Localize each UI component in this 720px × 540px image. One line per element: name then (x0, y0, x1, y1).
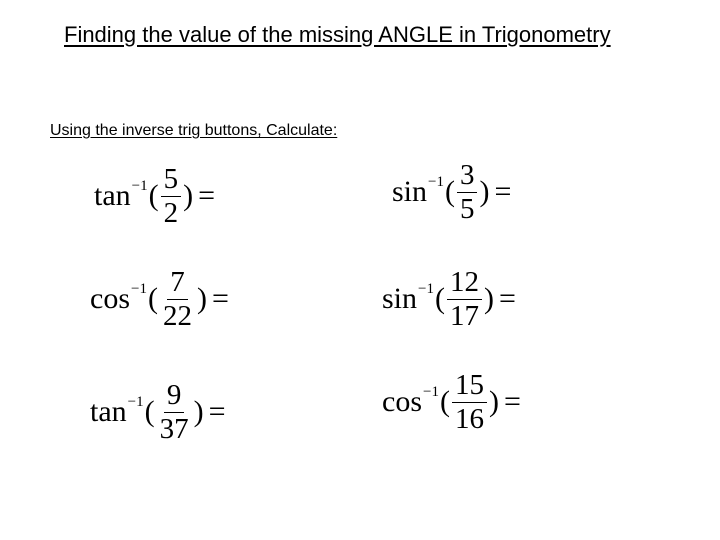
function-name: $\cos^{-1}$ (90, 281, 147, 315)
function-name: $\tan^{-1}$ (90, 394, 144, 428)
fraction (452, 370, 487, 434)
denominator: 2 (163, 196, 179, 229)
close-paren: ) (488, 385, 499, 418)
open-paren: ( (147, 282, 158, 315)
denominator: 37 (159, 412, 189, 445)
numerator: 5 (161, 164, 182, 196)
denominator: 17 (449, 299, 479, 332)
denominator: 22 (162, 299, 192, 332)
numerator: 9 (164, 380, 185, 412)
open-paren: ( (144, 395, 155, 428)
open-paren: ( (439, 385, 450, 418)
equals-sign: = (498, 282, 516, 315)
instruction-text: Using the inverse trig buttons, Calculate: (50, 122, 338, 139)
function-name: $\tan^{-1}$ (94, 178, 148, 212)
function-name: $\cos^{-1}$ (382, 384, 439, 418)
denominator: 16 (454, 402, 484, 435)
problem-sin-3-5 (392, 152, 511, 232)
numerator: 3 (457, 160, 478, 192)
fraction (457, 160, 478, 224)
fraction (160, 267, 195, 331)
fraction (157, 380, 192, 444)
denominator: 5 (459, 192, 475, 225)
equals-sign: = (211, 282, 229, 315)
function-name: $\sin^{-1}$ (392, 174, 444, 208)
close-paren: ) (479, 175, 490, 208)
open-paren: ( (434, 282, 445, 315)
problem-sin-12-17 (382, 259, 516, 339)
numerator: 12 (447, 267, 482, 299)
function-name: $\sin^{-1}$ (382, 281, 434, 315)
equals-sign: = (503, 385, 521, 418)
equals-sign: = (198, 179, 216, 212)
numerator: 15 (452, 370, 487, 402)
problem-cos-7-22 (90, 259, 229, 339)
close-paren: ) (183, 179, 194, 212)
fraction (161, 164, 182, 228)
open-paren: ( (148, 179, 159, 212)
problem-tan-5-2 (94, 156, 215, 236)
equals-sign: = (208, 395, 226, 428)
numerator: 7 (167, 267, 188, 299)
open-paren: ( (444, 175, 455, 208)
problem-tan-9-37 (90, 372, 226, 452)
page-title: Finding the value of the missing ANGLE in Trigonometry (64, 22, 611, 47)
close-paren: ) (483, 282, 494, 315)
problem-cos-15-16 (382, 362, 521, 442)
equals-sign: = (494, 175, 512, 208)
close-paren: ) (193, 395, 204, 428)
close-paren: ) (196, 282, 207, 315)
fraction (447, 267, 482, 331)
